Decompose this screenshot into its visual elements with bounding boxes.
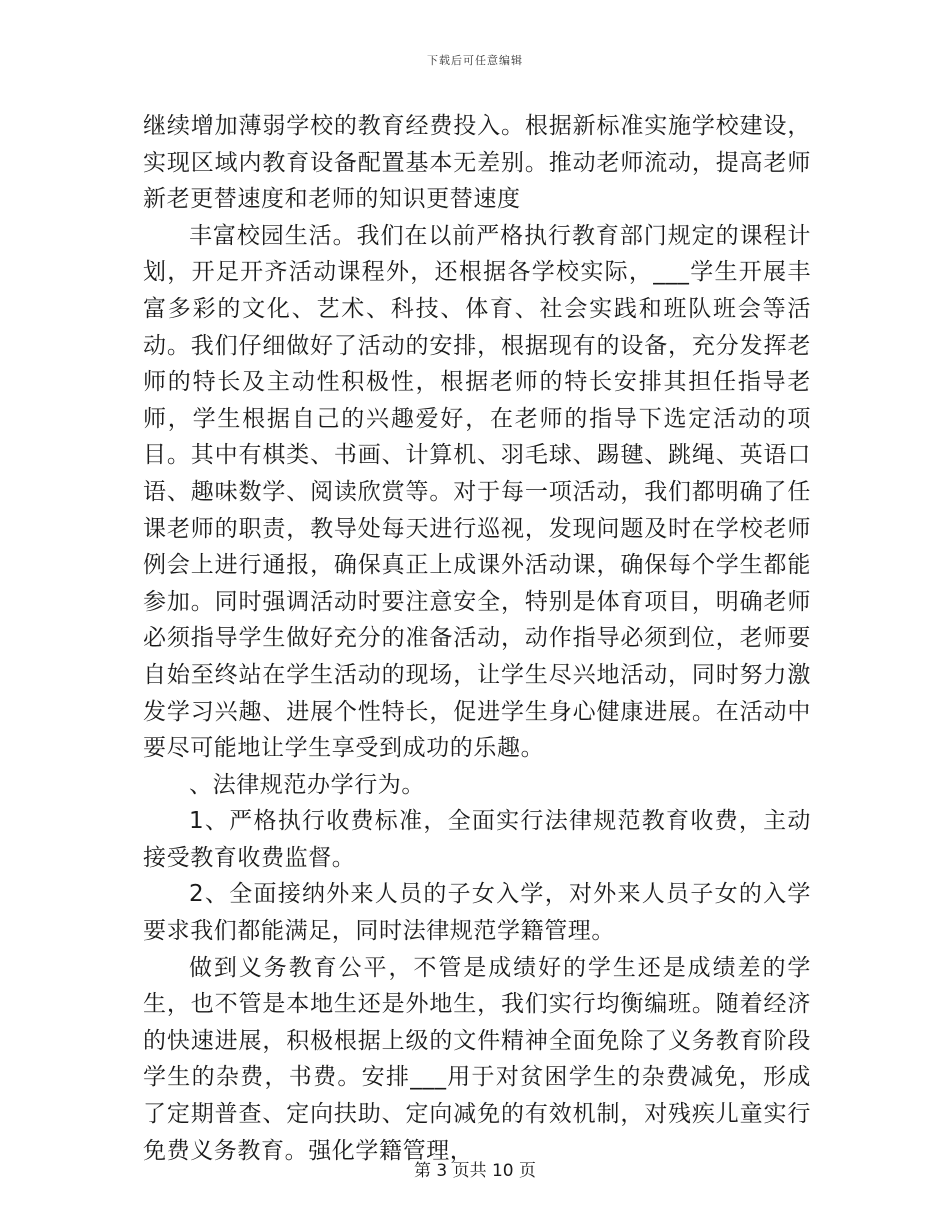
paragraph-funding: 继续增加薄弱学校的教育经费投入。根据新标准实施学校建设，实现区域内教育设备配置基本无差别。推动老师流动，提高老师新老更替速度和老师的知识更替速度: [143, 113, 811, 213]
paragraph-fees: 1、严格执行收费标准，全面实行法律规范教育收费，主动接受教育收费监督。: [143, 808, 811, 871]
paragraph-legal-heading: 、法律规范办学行为。: [189, 771, 425, 798]
paragraph-migrant-children: 2、全面接纳外来人员的子女入学，对外来人员子女的入学要求我们都能满足，同时法律规范学籍管理。: [143, 881, 811, 945]
document-body: [143, 108, 811, 1169]
page-header: 下载后可任意编辑: [427, 54, 523, 67]
paragraph-campus-life: 丰富校园生活。我们在以前严格执行教育部门规定的课程计划，开足开齐活动课程外，还根据各学校实际，___学生开展丰富多彩的文化、艺术、科技、体育、社会实践和班队班会等活动。我们仔细做好了活动的安排，根据现有的设备，充分发挥老师的特长及主动性积极性，根据老师的特长安排其担任指导老师，学生根据自己的兴趣爱好，在老师的指导下选定活动的项目。其中有棋类、书画、计算机、羽毛球、踢毽、跳绳、英语口语、趣味数学、阅读欣赏等。对于每一项活动，我们都明确了任课老师的职责，教导处每天进行巡视，发现问题及时在学校老师例会上进行通报，确保真正上成课外活动课，确保每个学生都能参加。同时强调活动时要注意安全，特别是体育项目，明确老师必须指导学生做好充分的准备活动，动作指导必须到位，老师要自始至终站在学生活动的现场，让学生尽兴地活动，同时努力激发学习兴趣、进展个性特长，促进学生身心健康进展。在活动中要尽可能地让学生享受到成功的乐趣。: [143, 222, 811, 762]
paragraph-education-equity: 做到义务教育公平，不管是成绩好的学生还是成绩差的学生，也不管是本地生还是外地生，我们实行均衡编班。随着经济的快速进展，积极根据上级的文件精神全面免除了义务教育阶段学生的杂费，书费。安排___用于对贫困学生的杂费减免，形成了定期普查、定向扶助、定向减免的有效机制，对残疾儿童实行免费义务教育。强化学籍管理，: [143, 954, 811, 1164]
page-number: 第 3 页共 10 页: [413, 1161, 537, 1181]
